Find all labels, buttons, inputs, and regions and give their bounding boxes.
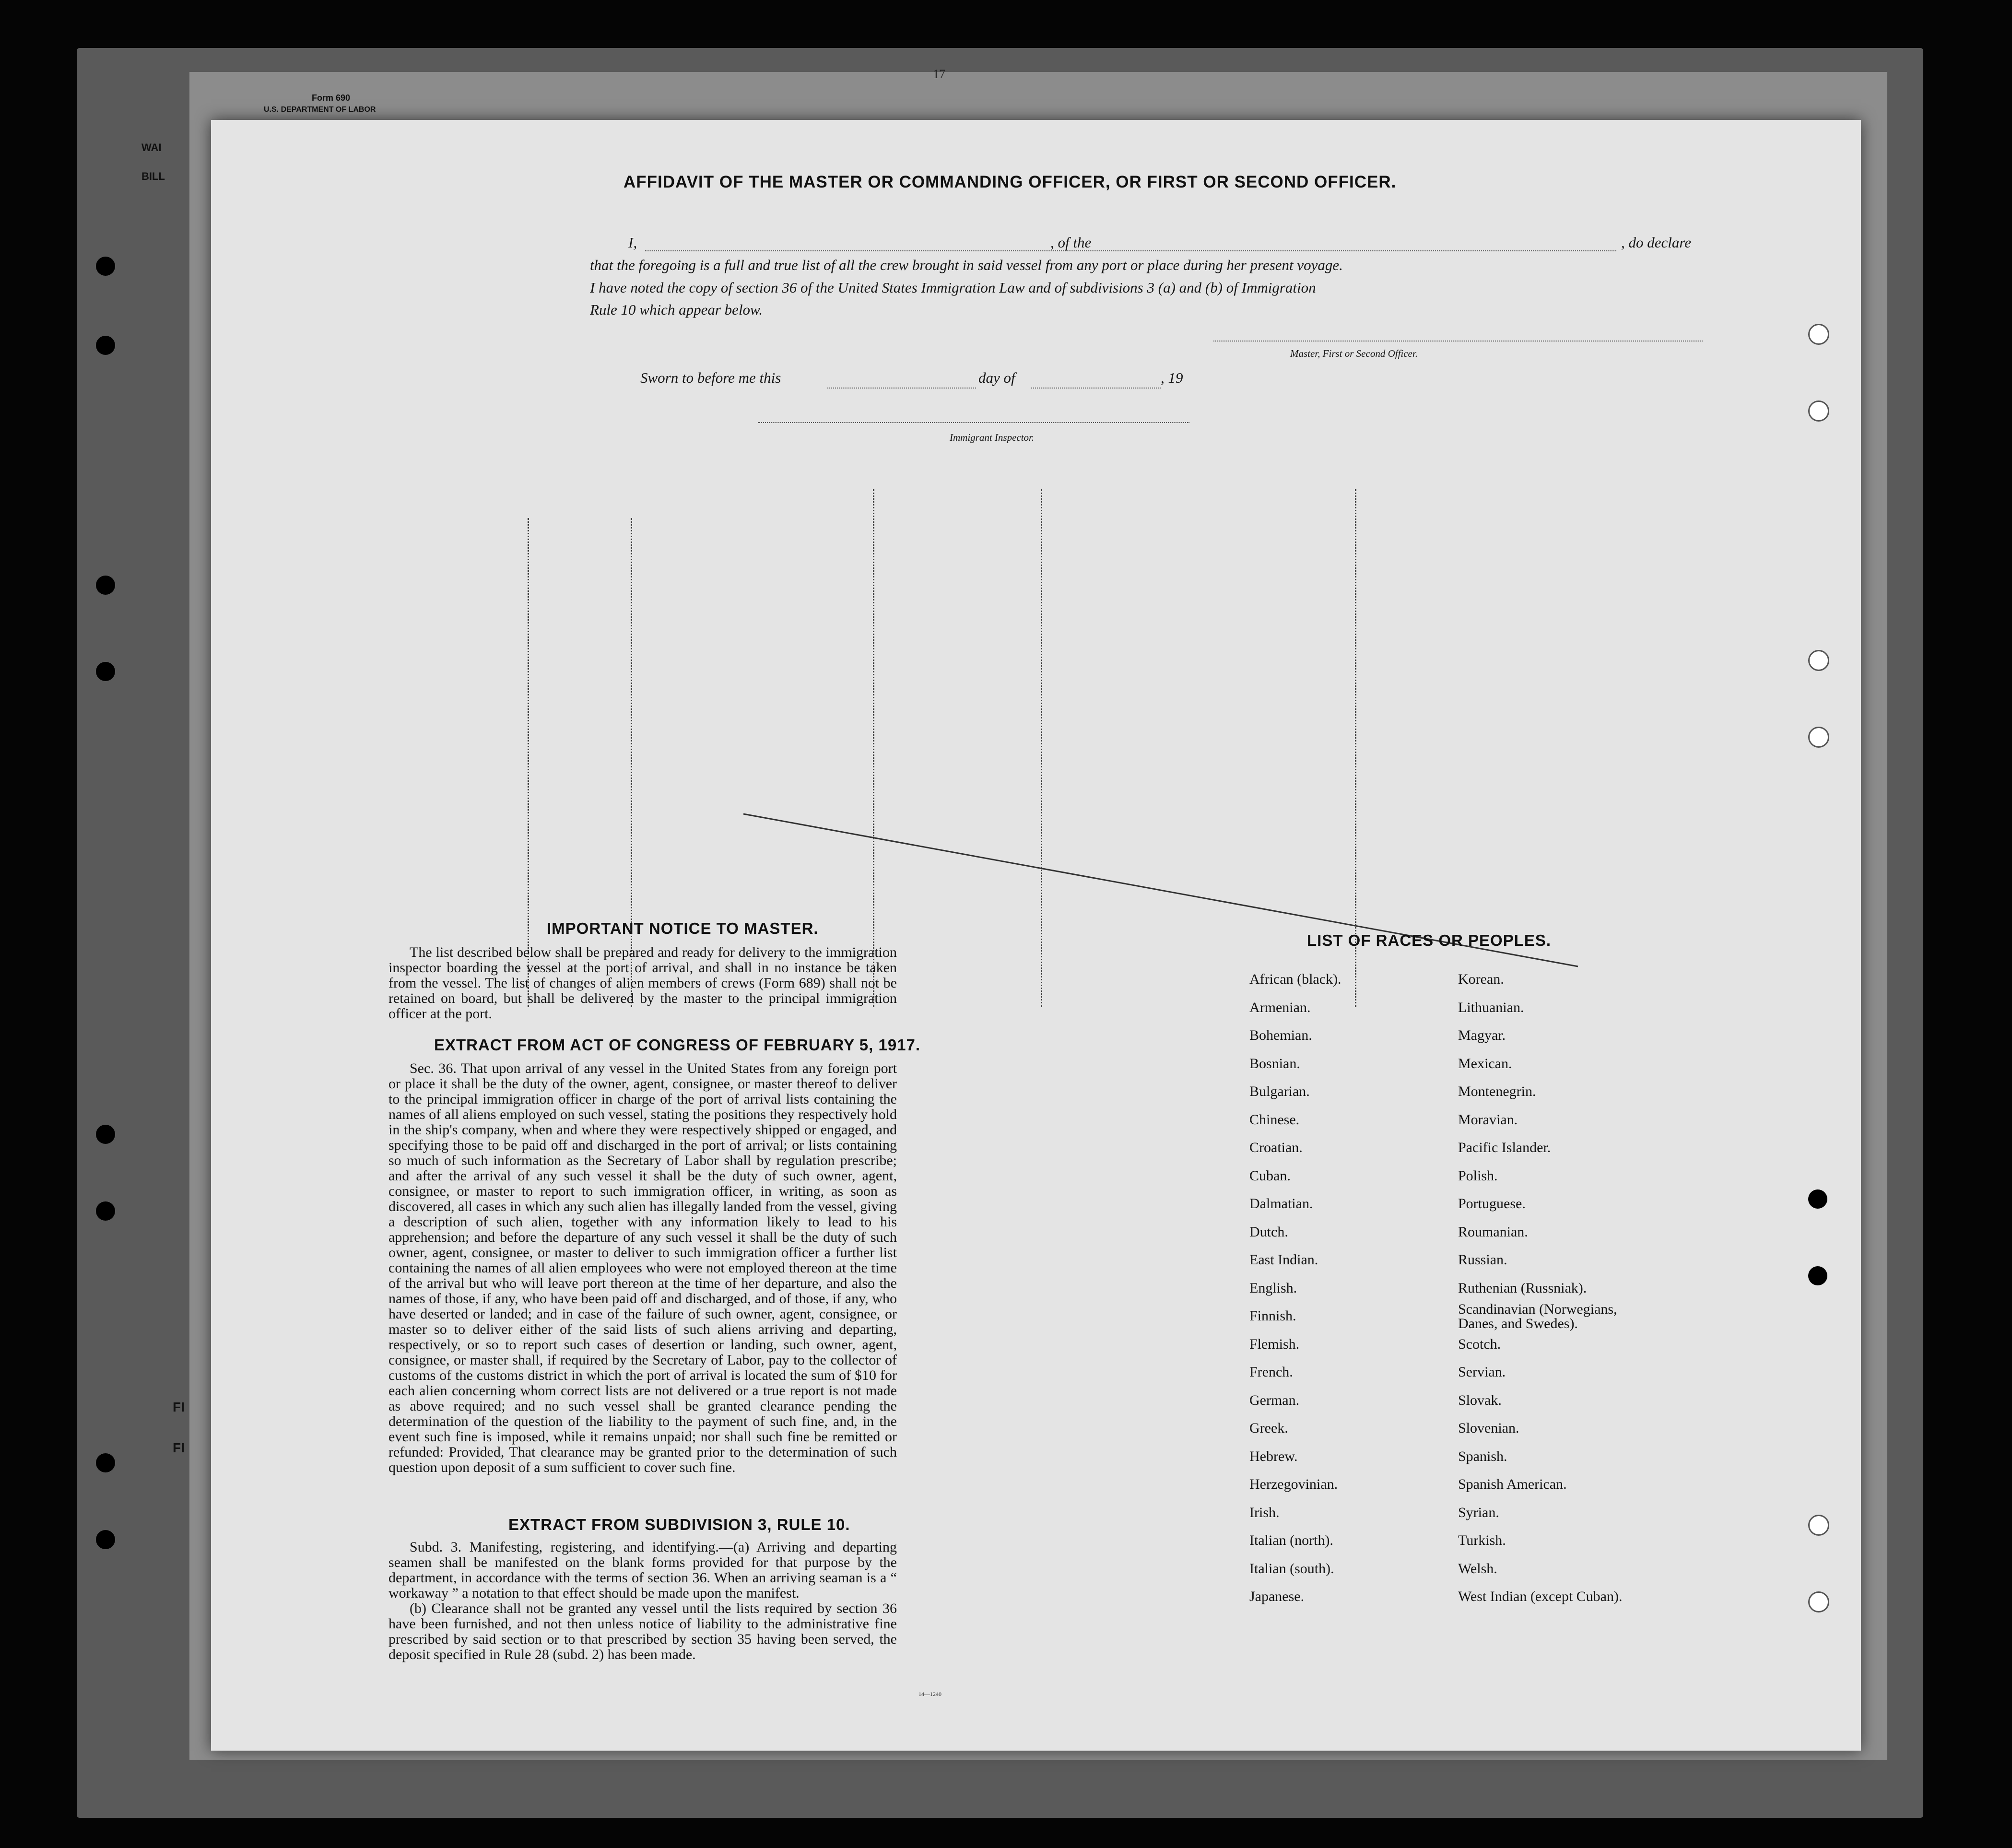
race-item: Lithuanian. (1458, 999, 1524, 1015)
race-item: Scandinavian (Norwegians, Danes, and Swedes). (1458, 1301, 1617, 1331)
race-item: Korean. (1458, 971, 1504, 987)
binder-hole (96, 662, 115, 681)
race-item: Croatian. (1249, 1140, 1303, 1155)
race-item: Servian. (1458, 1364, 1506, 1380)
race-item: Moravian. (1458, 1111, 1518, 1128)
department-label: U.S. DEPARTMENT OF LABOR (264, 106, 376, 114)
punch-hole (1808, 1515, 1829, 1536)
sworn-year: , 19 (1161, 369, 1183, 386)
act-title: EXTRACT FROM ACT OF CONGRESS OF FEBRUARY 5, 1917. (434, 1036, 921, 1054)
race-item: Magyar. (1458, 1027, 1506, 1043)
race-item: Bosnian. (1249, 1055, 1300, 1071)
edge-text-fi-2: FI (173, 1440, 185, 1455)
signature-label: Master, First or Second Officer. (1290, 348, 1418, 359)
race-item: Finnish. (1249, 1308, 1296, 1324)
race-item: Bulgarian. (1249, 1083, 1310, 1099)
race-item: English. (1249, 1280, 1297, 1296)
race-item: African (black). (1249, 971, 1341, 987)
act-paragraph: Sec. 36. That upon arrival of any vessel in the United States from any foreign port or place it shall be the duty of the owner, agent, consignee, or master thereof to deliver to the principal immigration officer in charge of the port of arrival lists containing the names of all aliens employed on such vessel, stating the positions they respectively hold in the ship's company, when and where they were respectively shipped or engaged, and specifying those to be paid off and discharged in the port of arrival; or lists containing so much of such information as the Secretary of Labor shall by regulation prescribe; and after the arrival of any such vessel it shall be the duty of such owner, agent, consignee, or master to report to such immigration officer, in writing, as soon as discovered, all cases in which any such alien has illegally landed from the vessel, giving a description of such alien, together with any information likely to lead to his apprehension; and before the departure of any such vessel it shall be the duty of such owner, agent, consignee, or master to deliver to such immigration officer a further list containing the names of all alien employees who were not employed thereon at the time of the arrival but who will leave port thereon at the time of her departure, and also the names of those, if any, who have been paid off and discharged, and of those, if any, who have deserted or landed; and in case of the failure of such owner, agent, consignee, or master so to deliver either of the said lists of such aliens arriving and departing, respectively, or so to report such cases of desertion or landing, such owner, agent, consignee, or master shall, if required by the Secretary of Labor, pay to the collector of customs of the customs district in which the port of arrival is located the sum of $10 for each alien concerning whom correct lists are not delivered or a true report is not made as above required; and no such vessel shall be granted clearance pending the determination of the question of the liability to the payment of such fine, and, in the event such fine is imposed, while it remains unpaid; nor shall such fine be remitted or refunded: Provided, That clearance may be granted prior to the determination of such question upon deposit of a sum sufficient to cover such fine. (388, 1060, 897, 1475)
punch-hole (1808, 650, 1829, 671)
race-item: Italian (south). (1249, 1560, 1334, 1577)
notice-paragraph: The list described below shall be prepared and ready for delivery to the immigration inspector boarding the vessel at the port of arrival, and shall in no instance be taken from the vessel. The list of changes of alien members of crews (Form 689) shall not be retained on board, but shall be delivered by the master to the principal immigration officer at the port. (388, 944, 897, 1022)
race-item: Flemish. (1249, 1336, 1300, 1352)
binder-hole (96, 1125, 115, 1144)
race-item: Japanese. (1249, 1589, 1305, 1604)
race-item: Turkish. (1458, 1532, 1506, 1548)
race-item: French. (1249, 1364, 1293, 1380)
punch-hole (1808, 1591, 1829, 1613)
punch-hole (1808, 1266, 1827, 1285)
race-item: Italian (north). (1249, 1532, 1333, 1548)
edge-text-fi-1: FI (173, 1400, 185, 1414)
affidavit-declare: , do declare (1621, 234, 1692, 251)
binder-hole (96, 576, 115, 595)
race-item: Ruthenian (Russniak). (1458, 1280, 1587, 1296)
affidavit-line-4: Rule 10 which appear below. (590, 301, 763, 318)
form-sheet (211, 120, 1861, 1751)
race-item: Greek. (1249, 1420, 1288, 1436)
race-item: Russian. (1458, 1252, 1507, 1268)
race-item: German. (1249, 1392, 1300, 1408)
race-item: Irish. (1249, 1504, 1280, 1520)
act-text (388, 1061, 897, 1475)
affidavit-line-3: I have noted the copy of section 36 of the United States Immigration Law and of subdivisions 3 (a) and (b) of Immigration (590, 279, 1316, 296)
affidavit-i: I, (628, 234, 637, 251)
race-item: Roumanian. (1458, 1224, 1528, 1240)
form-number: Form 690 (312, 93, 351, 103)
race-item: Portuguese. (1458, 1196, 1526, 1212)
race-item: Pacific Islander. (1458, 1140, 1551, 1155)
binder-hole (96, 1201, 115, 1221)
affidavit-of-the: , of the (1050, 234, 1092, 251)
binder-hole (96, 257, 115, 276)
print-code: 14—1240 (918, 1691, 941, 1697)
sworn-prefix: Sworn to before me this (640, 369, 781, 386)
races-title: LIST OF RACES OR PEOPLES. (1307, 931, 1552, 949)
race-item: Hebrew. (1249, 1448, 1298, 1464)
race-item: Dutch. (1249, 1224, 1288, 1240)
race-item: Syrian. (1458, 1504, 1499, 1520)
rule-paragraph-a: Subd. 3. Manifesting, registering, and identifying.—(a) Arriving and departing seamen shall be manifested on the blank forms provided for that purpose by the department, in accordance with the terms of section 36. When an arriving seaman is a “ workaway ” a notation to that effect should be made upon the manifest. (388, 1539, 897, 1601)
affidavit-title: AFFIDAVIT OF THE MASTER OR COMMANDING OFFICER, OR FIRST OR SECOND OFFICER. (624, 173, 1397, 191)
notice-text (388, 945, 897, 1022)
race-item: Chinese. (1249, 1111, 1300, 1128)
race-item: Montenegrin. (1458, 1083, 1536, 1099)
rule-paragraph-b: (b) Clearance shall not be granted any vessel until the lists required by section 36 have been furnished, and not then unless notice of liability to the administrative fine prescribed by said section or to that prescribed by section 35 having been served, the deposit specified in Rule 28 (subd. 2) has been made. (388, 1601, 897, 1662)
race-item: Polish. (1458, 1167, 1498, 1184)
race-item: Mexican. (1458, 1055, 1512, 1071)
race-item: Cuban. (1249, 1167, 1291, 1184)
race-item: Welsh. (1458, 1560, 1497, 1577)
edge-text-top: WAI (141, 141, 162, 153)
race-item: Spanish. (1458, 1448, 1507, 1464)
punch-hole (1808, 1189, 1827, 1209)
race-item: East Indian. (1249, 1252, 1318, 1268)
punch-hole (1808, 324, 1829, 345)
binder-hole (96, 1530, 115, 1549)
race-item: Spanish American. (1458, 1476, 1567, 1492)
race-item: Slovak. (1458, 1392, 1502, 1408)
rule-title: EXTRACT FROM SUBDIVISION 3, RULE 10. (508, 1516, 850, 1533)
punch-hole (1808, 400, 1829, 422)
race-item: Herzegovinian. (1249, 1476, 1338, 1492)
race-item: Bohemian. (1249, 1027, 1312, 1043)
notice-title: IMPORTANT NOTICE TO MASTER. (547, 919, 819, 937)
affidavit-line-2: that the foregoing is a full and true list of all the crew brought in said vessel from any port or place during her present voyage. (590, 257, 1343, 273)
race-item: Scotch. (1458, 1336, 1501, 1352)
page-mark: 17 (933, 67, 945, 81)
sworn-day-of: day of (978, 369, 1015, 386)
inspector-label: Immigrant Inspector. (950, 432, 1035, 443)
punch-hole (1808, 727, 1829, 748)
race-item: Slovenian. (1458, 1420, 1519, 1436)
edge-text-mid: BILL (141, 170, 165, 182)
rule-text (388, 1540, 897, 1662)
binder-hole (96, 336, 115, 355)
pencil-stroke (211, 120, 1861, 1751)
binder-hole (96, 1453, 115, 1472)
race-item: Armenian. (1249, 999, 1311, 1015)
race-item: West Indian (except Cuban). (1458, 1589, 1623, 1604)
race-item: Dalmatian. (1249, 1196, 1313, 1212)
